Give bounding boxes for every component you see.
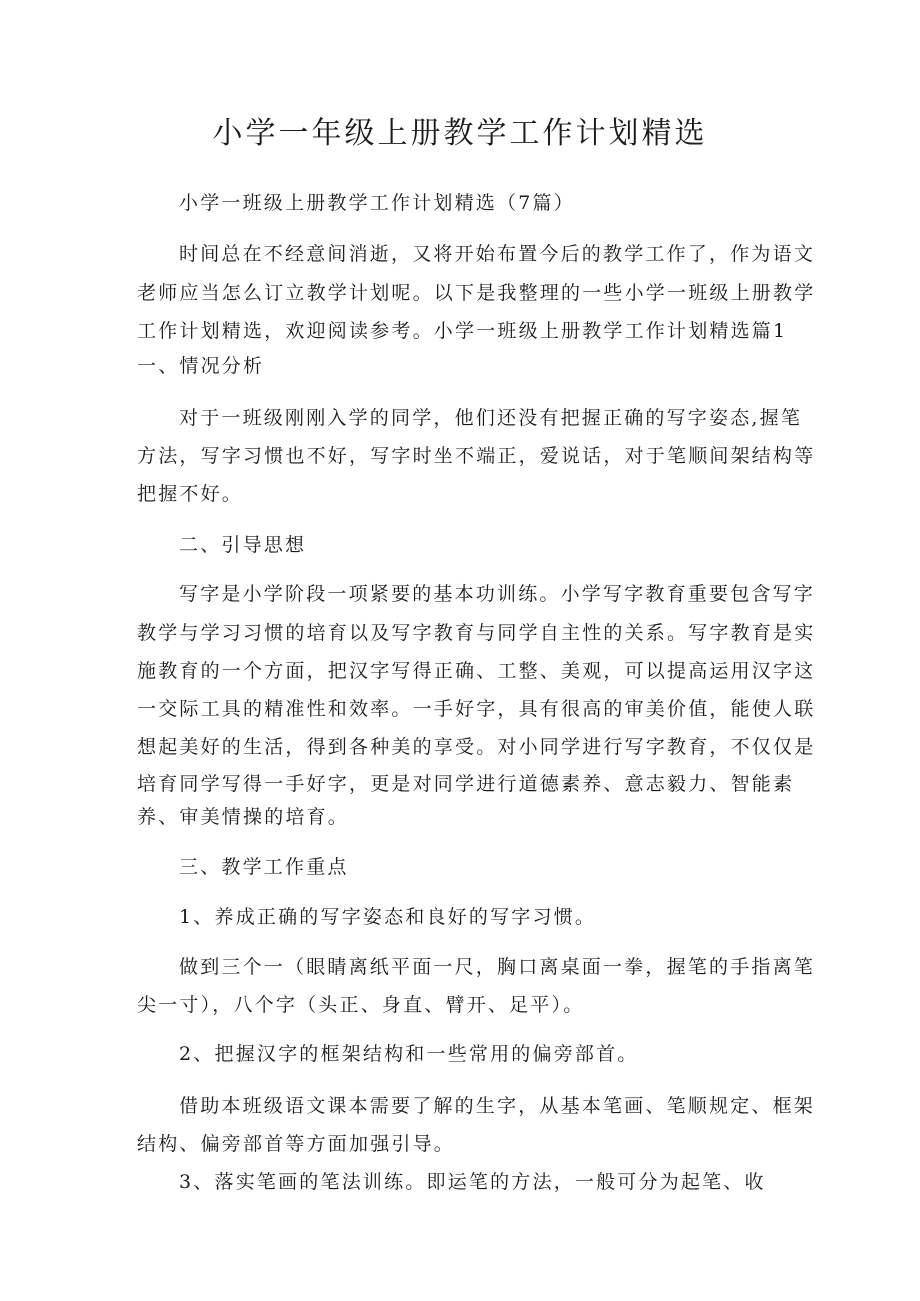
guidance-line-5: 想起美好的生活，得到各种美的享受。对小同学进行写字教育，不仅仅是 [137,736,816,758]
focus-item-1-detail-1: 做到三个一（眼睛离纸平面一尺，胸口离桌面一拳，握笔的手指离笔 [179,956,816,978]
subtitle-line: 小学一班级上册教学工作计划精选（7篇） [179,192,575,214]
intro-line-2: 老师应当怎么订立教学计划呢。以下是我整理的一些小学一班级上册教学 [137,282,816,304]
focus-item-3: 3、落实笔画的笔法训练。即运笔的方法，一般可分为起笔、收 [179,1171,766,1193]
section-heading-situation: 一、情况分析 [137,355,265,377]
focus-item-2-detail-1: 借助本班级语文课本需要了解的生字，从基本笔画、笔顺规定、框架 [179,1095,816,1117]
situation-line-2: 方法，写字习惯也不好，写字时坐不端正，爱说话，对于笔顺间架结构等 [137,445,816,467]
focus-item-1-detail-2: 尖一寸），八个字（头正、身直、臂开、足平）。 [137,994,585,1016]
guidance-line-4: 一交际工具的精准性和效率。一手好字，具有很高的审美价值，能使人联 [137,698,816,720]
section-heading-guidance: 二、引导思想 [179,534,307,556]
guidance-line-1: 写字是小学阶段一项紧要的基本功训练。小学写字教育重要包含写字 [179,583,816,605]
focus-item-2-detail-2: 结构、偏旁部首等方面加强引导。 [137,1133,456,1155]
focus-item-2: 2、把握汉字的框架结构和一些常用的偏旁部首。 [179,1043,639,1065]
intro-line-1: 时间总在不经意间消逝，又将开始布置今后的教学工作了，作为语文 [179,243,816,265]
situation-line-1: 对于一班级刚刚入学的同学，他们还没有把握正确的写字姿态,握笔 [179,407,803,429]
section-heading-focus: 三、教学工作重点 [179,856,349,878]
guidance-line-3: 施教育的一个方面，把汉字写得正确、工整、美观，可以提高运用汉字这 [137,660,816,682]
document-title: 小学一年级上册教学工作计划精选 [212,116,708,151]
focus-item-1: 1、养成正确的写字姿态和良好的写字习惯。 [179,906,597,928]
intro-line-3: 工作计划精选，欢迎阅读参考。小学一班级上册教学工作计划精选篇1 [137,320,788,342]
guidance-line-2: 教学与学习习惯的培育以及写字教育与同学自主性的关系。写字教育是实 [137,622,816,644]
guidance-line-7: 养、审美情操的培育。 [137,806,350,828]
guidance-line-6: 培育同学写得一手好字，更是对同学进行道德素养、意志毅力、智能素 [137,773,795,795]
situation-line-3: 把握不好。 [137,483,244,505]
